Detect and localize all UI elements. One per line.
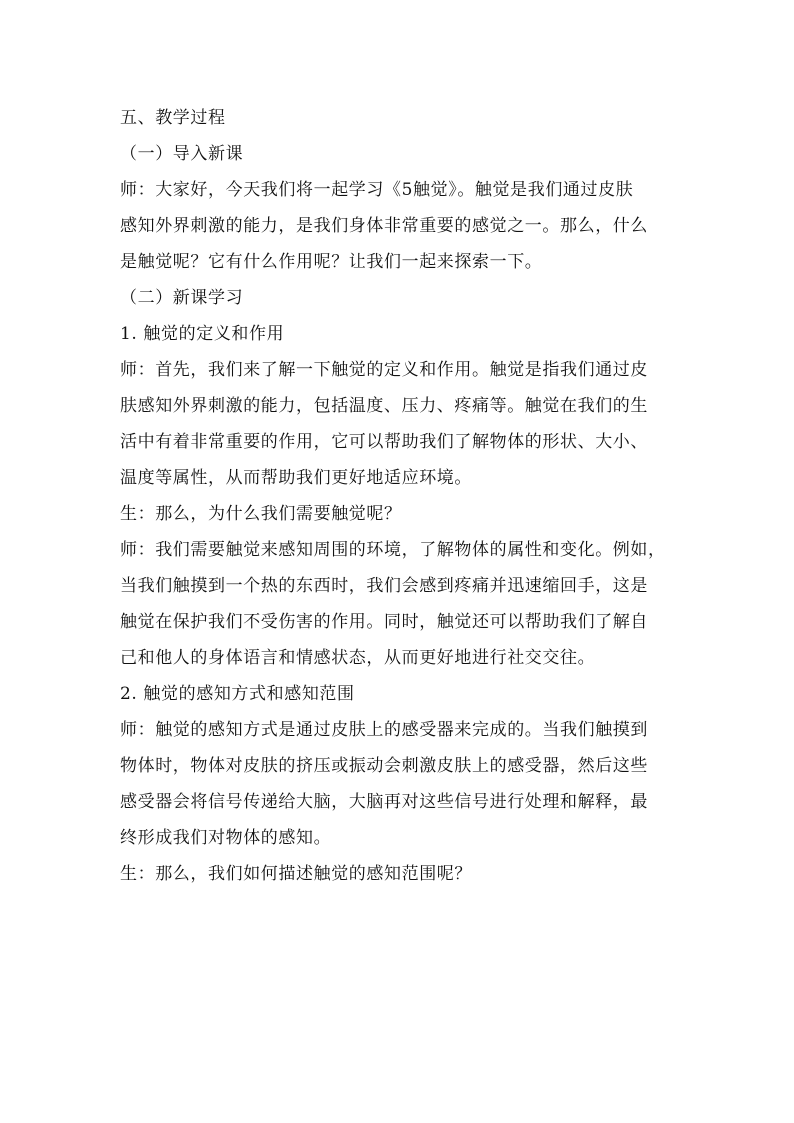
text-line: 己和他人的身体语言和情感状态，从而更好地进行社交交往。 <box>120 648 596 668</box>
text-line: 2. 触觉的感知方式和感知范围 <box>120 684 355 704</box>
text-line: 触觉在保护我们不受伤害的作用。同时，触觉还可以帮助我们了解自 <box>120 612 648 632</box>
section-heading <box>120 100 680 136</box>
numbered-heading <box>120 676 680 712</box>
paragraph <box>120 352 680 496</box>
text-line: （一）导入新课 <box>120 144 244 164</box>
paragraph <box>120 532 680 676</box>
subsection-heading <box>120 136 680 172</box>
text-line: 师：大家好，今天我们将一起学习《5触觉》。触觉是我们通过皮肤 <box>120 180 634 200</box>
paragraph <box>120 496 680 532</box>
text-line: 生：那么，为什么我们需要触觉呢？ <box>120 504 402 524</box>
text-line: 是触觉呢？它有什么作用呢？让我们一起来探索一下。 <box>120 252 543 272</box>
document-body <box>120 100 680 892</box>
text-line: （二）新课学习 <box>120 288 244 308</box>
text-line: 师：首先，我们来了解一下触觉的定义和作用。触觉是指我们通过皮 <box>120 360 648 380</box>
text-line: 五、教学过程 <box>120 108 226 128</box>
text-line: 终形成我们对物体的感知。 <box>120 828 332 848</box>
paragraph <box>120 856 680 892</box>
text-line: 感受器会将信号传递给大脑，大脑再对这些信号进行处理和解释，最 <box>120 792 648 812</box>
text-line: 1. 触觉的定义和作用 <box>120 324 285 344</box>
text-line: 肤感知外界刺激的能力，包括温度、压力、疼痛等。触觉在我们的生 <box>120 396 648 416</box>
text-line: 物体时，物体对皮肤的挤压或振动会刺激皮肤上的感受器，然后这些 <box>120 756 648 776</box>
paragraph <box>120 712 680 856</box>
text-line: 师：触觉的感知方式是通过皮肤上的感受器来完成的。当我们触摸到 <box>120 720 648 740</box>
text-line: 生：那么，我们如何描述触觉的感知范围呢？ <box>120 864 472 884</box>
subsection-heading <box>120 280 680 316</box>
text-line: 活中有着非常重要的作用，它可以帮助我们了解物体的形状、大小、 <box>120 432 648 452</box>
text-line: 师：我们需要触觉来感知周围的环境，了解物体的属性和变化。例如， <box>120 540 666 560</box>
text-line: 当我们触摸到一个热的东西时，我们会感到疼痛并迅速缩回手，这是 <box>120 576 648 596</box>
text-line: 温度等属性，从而帮助我们更好地适应环境。 <box>120 468 472 488</box>
text-line: 感知外界刺激的能力，是我们身体非常重要的感觉之一。那么，什么 <box>120 216 648 236</box>
paragraph <box>120 172 680 280</box>
numbered-heading <box>120 316 680 352</box>
